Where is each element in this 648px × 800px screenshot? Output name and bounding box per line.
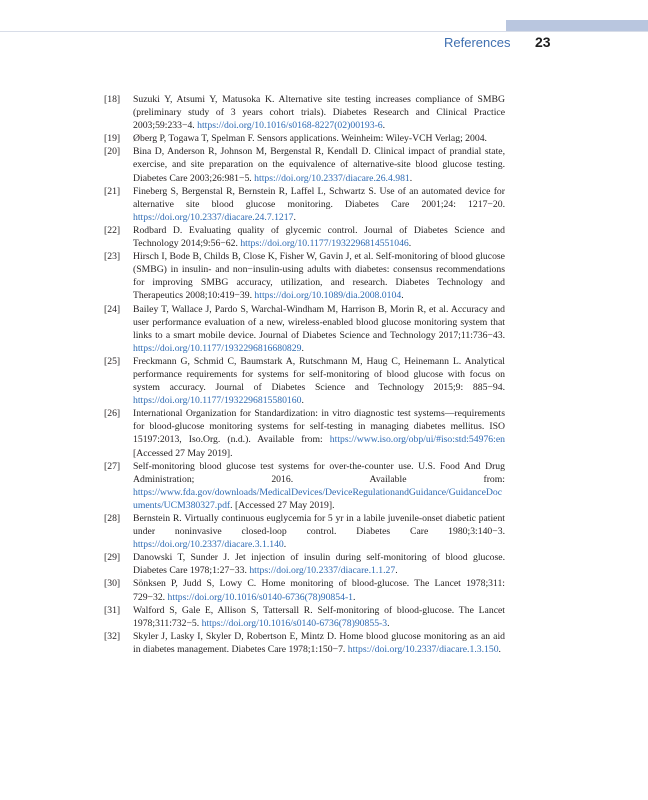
reference-text — [133, 185, 505, 224]
web-link[interactable]: https://www.iso.org/obp/ui/#iso:std:54976:en — [329, 434, 505, 446]
doi-link[interactable]: https://doi.org/10.2337/diacare.3.1.140 — [133, 539, 284, 551]
reference-suffix: . [Accessed 27 May 2019]. — [230, 499, 335, 511]
reference-item — [104, 355, 505, 407]
web-link[interactable]: https://www.fda.gov/downloads/MedicalDevices/DeviceRegulationandGuidance/GuidanceDocuments/UCM380327.pdf — [133, 486, 503, 511]
reference-text — [133, 224, 505, 250]
reference-number: [20] — [104, 146, 121, 158]
reference-text — [133, 93, 505, 132]
doi-link[interactable]: https://doi.org/10.1016/s0168-8227(02)00193-6 — [197, 120, 383, 132]
reference-number: [23] — [104, 251, 121, 263]
doi-link[interactable]: https://doi.org/10.1016/s0140-6736(78)90855-3 — [201, 617, 388, 629]
reference-text — [133, 551, 505, 577]
doi-link[interactable]: https://doi.org/10.1016/s0140-6736(78)90854-1 — [167, 591, 354, 603]
reference-suffix: . — [283, 539, 287, 551]
reference-item — [104, 460, 505, 512]
reference-suffix: . — [382, 120, 386, 132]
reference-citation: Øberg P, Togawa T, Spelman F. Sensors applications. Weinheim: Wiley-VCH Verlag; 2004. — [133, 133, 487, 145]
reference-text — [133, 577, 505, 603]
reference-suffix: . — [401, 290, 404, 302]
reference-item — [104, 132, 505, 145]
reference-number: [19] — [104, 133, 121, 145]
reference-citation: Walford S, Gale E, Allison S, Tattersall R. Self-monitoring of blood-glucose. The Lancet 1978;311:732−5. — [133, 604, 505, 629]
reference-item — [104, 185, 505, 224]
doi-link[interactable]: https://doi.org/10.1177/1932296816680829 — [133, 342, 302, 354]
reference-citation: Freckmann G, Schmid C, Baumstark A, Rutschmann M, Haug C, Heinemann L. Analytical performance requirements for systems for self-monitoring of blood glucose with focus on system accuracy. Journal of Diabetes Science and Technology 2015;9: 885−94. — [133, 355, 505, 394]
reference-citation: Bailey T, Wallace J, Pardo S, Warchal-Windham M, Harrison B, Morin R, et al. Accuracy and user performance evaluation of a new, wireless-enabled blood glucose monitoring system that links to a smart mobile device. Journal of Diabetes Science and Technology 2017;11:736−43. — [133, 303, 505, 341]
reference-item — [104, 407, 505, 459]
reference-citation: Sönksen P, Judd S, Lowy C. Home monitoring of blood-glucose. The Lancet 1978;311: 729−32. — [133, 578, 505, 603]
reference-item — [104, 303, 505, 355]
reference-suffix: . — [301, 342, 304, 354]
reference-number: [28] — [104, 513, 121, 524]
header-accent-bar — [506, 20, 648, 31]
reference-citation: Suzuki Y, Atsumi Y, Matusoka K. Alternative site testing increases compliance of SMBG (preliminary study of 3 years cohort trials). Diabetes Research and Clinical Practice 2003;59:233−4. — [133, 94, 505, 132]
reference-text — [133, 460, 505, 512]
reference-text — [133, 512, 505, 551]
reference-citation: Hirsch I, Bode B, Childs B, Close K, Fisher W, Gavin J, et al. Self-monitoring of blood glucose (SMBG) in insulin- and non−insulin-using adults with diabetes: consensus recommendations for improving SMBG accuracy, utilization, and research. Diabetes Technology and Therapeutics 2008;10:419−39. — [133, 251, 505, 302]
doi-link[interactable]: https://doi.org/10.1177/1932296815580160 — [133, 395, 302, 407]
reference-citation: Bina D, Anderson R, Johnson M, Bergenstal R, Kendall D. Clinical impact of prandial state, exercise, and site preparation on the equivalence of alternative-site blood glucose testing. Diabetes Care 2003;26:981−5. — [133, 146, 505, 184]
page-number: 23 — [535, 34, 551, 50]
reference-item — [104, 145, 505, 184]
reference-suffix: . — [395, 565, 398, 577]
reference-text — [133, 604, 505, 630]
reference-number: [29] — [104, 552, 121, 564]
reference-text — [133, 145, 505, 184]
reference-citation: Self-monitoring blood glucose test systems for over-the-counter use. U.S. Food And Drug Administration; 2016. Available from: — [133, 460, 505, 485]
reference-text — [133, 355, 505, 407]
doi-link[interactable]: https://doi.org/10.2337/diacare.24.7.1217 — [133, 211, 294, 223]
reference-item — [104, 224, 505, 250]
doi-link[interactable]: https://doi.org/10.1089/dia.2008.0104 — [254, 290, 402, 302]
reference-number: [27] — [104, 460, 121, 472]
reference-number: [31] — [104, 604, 121, 616]
reference-number: [25] — [104, 355, 121, 367]
reference-number: [18] — [104, 94, 121, 105]
reference-item — [104, 551, 505, 577]
reference-citation: Danowski T, Sunder J. Jet injection of insulin during self-monitoring of blood glucose. Diabetes Care 1978;1:27−33. — [133, 552, 505, 577]
reference-text — [133, 250, 505, 302]
reference-suffix: [Accessed 27 May 2019]. — [133, 447, 233, 459]
reference-citation: Rodbard D. Evaluating quality of glycemic control. Journal of Diabetes Science and Technology 2014;9:56−62. — [133, 224, 505, 250]
reference-text — [133, 132, 505, 145]
reference-text — [133, 407, 505, 459]
reference-citation: Fineberg S, Bergenstal R, Bernstein R, Laffel L, Schwartz S. Use of an automated device for alternative site blood glucose monitoring. Diabetes Care 2001;24: 1217−20. — [133, 185, 505, 210]
reference-number: [24] — [104, 303, 121, 315]
reference-suffix: . — [293, 211, 296, 223]
reference-list — [104, 93, 505, 656]
reference-suffix: . — [353, 591, 356, 603]
reference-number: [22] — [104, 224, 121, 236]
reference-suffix: . — [408, 238, 412, 250]
doi-link[interactable]: https://doi.org/10.2337/diacare.1.1.27 — [249, 565, 396, 577]
reference-suffix: . — [301, 395, 304, 407]
reference-number: [26] — [104, 408, 121, 420]
reference-item — [104, 604, 505, 630]
reference-text — [133, 303, 505, 355]
reference-text — [133, 630, 505, 656]
reference-item — [104, 250, 505, 302]
reference-citation: International Organization for Standardization: in vitro diagnostic test systems—requirements for blood-glucose monitoring systems for self-testing in managing diabetes mellitus. ISO 15197:2013, Iso.Org. (n.d.). Available from: — [133, 408, 505, 446]
reference-item — [104, 630, 505, 656]
header-rule — [0, 31, 648, 32]
reference-number: [21] — [104, 185, 121, 197]
reference-item — [104, 512, 505, 551]
reference-item — [104, 93, 505, 132]
reference-suffix: . — [498, 643, 501, 655]
doi-link[interactable]: https://doi.org/10.2337/diacare.26.4.981 — [254, 172, 410, 184]
reference-number: [32] — [104, 630, 121, 642]
doi-link[interactable]: https://doi.org/10.2337/diacare.1.3.150 — [347, 643, 499, 655]
reference-citation: Skyler J, Lasky I, Skyler D, Robertson E, Mintz D. Home blood glucose monitoring as an aid in diabetes management. Diabetes Care 1978;1:150−7. — [133, 630, 505, 655]
running-head: References — [444, 35, 511, 50]
reference-item — [104, 577, 505, 603]
reference-number: [30] — [104, 578, 121, 590]
reference-suffix: . — [409, 172, 413, 184]
doi-link[interactable]: https://doi.org/10.1177/1932296814551046 — [240, 238, 409, 250]
reference-suffix: . — [387, 617, 390, 629]
reference-citation: Bernstein R. Virtually continuous euglycemia for 5 yr in a labile juvenile-onset diabetic patient under noninvasive closed-loop control. Diabetes Care 1980;3:140−3. — [133, 513, 505, 538]
